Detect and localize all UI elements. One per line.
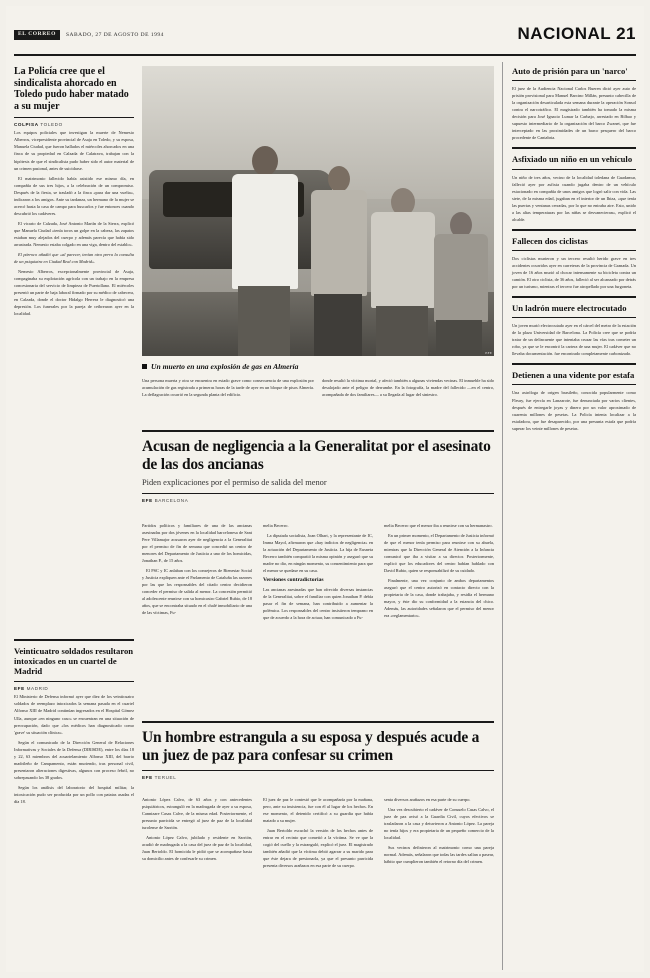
article-toledo-body: Los equipos policiales que investigan la muerte de Nemesio Alberros, vicepresidente provincial de Asaja en Toledo, y su esposa, Manuela Ciudad, que fueron hallados el miércoles ahorcados en una finca de su propiedad en Calzada de Calatrava, trabajan con la hipótesis de que el sindicalista pudo haber sido el autor material de un crimen pasional, antes de suicidarse. El matrimonio fallecido había asistido ese mismo día, en compañía de sus tres hijos, a la celebración de un compromiso. Después de la fiesta, se trasladó a la finca «para dar una vuelta», indicaron a los amigos. Ante su tardanza, un hermano de la mujer se acercó hasta la casa de campo para buscarlos y fue entonces cuando descubrió los cadáveres. El vicario de Calzada, José Antonio Martín de la Sierra, explicó que Manuela Ciudad «tenía toros un golpe en la cabeza, las zapatos estaban muy alejados del cuerpo y además parecía que había sido arrastrada. Nemesio estaba colgado en una viga, dentro del establo». El párroco añadió que «al parecer, tenían otra perra la consulta de un psiquiatra en Ciudad Real con Madrid». Nemesio Alberros, excepcionalmente provincial de Asaja, compaginaba su explotación agrícola con un trabajo en la empresa concesionaria del servicio de limpieza de Puertollano. El miércoles presentó un parte de baja laboral firmado por su médico de cabecera, en Calzada, donde el doctor Hidalgo Herrera le diagnosticó una depresión. Los funerales por la pareja de ceibrearon ayer en la localidad. bbox=[14, 130, 134, 317]
brief-asfixiado bbox=[512, 147, 636, 222]
brief-ciclistas-headline: Fallecen dos ciclistas bbox=[512, 235, 588, 246]
brief-electrocutado bbox=[512, 296, 636, 357]
article-generalitat-headline: Acusan de negligencia a la Generalitat por el asesinato de las dos ancianas bbox=[142, 438, 491, 473]
article-generalitat-header bbox=[142, 430, 494, 505]
photo-person-2 bbox=[308, 150, 370, 356]
article-soldados bbox=[14, 639, 134, 808]
brief-electrocutado-body: Un joven murió electrocutado ayer en el cárcel del metro de la estación de la plaza Universidad de Barcelona. La Policía cree que se podría tratar de un delincuente que intentaba cruzar las vías tras cometer un robo, ya que se le encontró la cartera de una mujer. El cadáver que no llevaba documentación. fue encontrado completamente carbonizado. bbox=[512, 323, 636, 357]
photo-caption-block bbox=[142, 362, 494, 371]
page-sheet bbox=[6, 6, 644, 972]
brief-narco bbox=[512, 66, 636, 141]
issue-date: SABADO, 27 DE AGOSTO DE 1994 bbox=[65, 31, 164, 38]
masthead bbox=[14, 24, 636, 56]
bullet-square-icon bbox=[142, 364, 147, 369]
brief-narco-headline: Auto de prisión para un 'narco' bbox=[512, 66, 628, 76]
article-soldados-body: El Ministerio de Defensa informó ayer que diez de los veinticuatro soldados de reemplazo intoxicados la semana pasada en el cuartel Alfonso XIII de Madrid continúan ingresados en el Hospital Gómez Ulla, aunque «en ninguno caso» se encuentran en una situación de preocupación, dado que «los médicos han diagnosticado como 'grave' su situación clínica». Según el comunicado de la Dirección General de Relaciones Informativas y Sociales de la Defensa (DIRISDE), entre los días 18 y 22, 63 miembros del acuartelamiento Alfonso XIII, del barrio madrileño de Campamento, están muriendo, tras personal civil, presentaron alteraciones digestivas, algunos con proceso febril, no sobrepasando los 38 grados. Según los análisis del laboratorio del hospital militar, la intoxicación pudo ser producida por un pollo con patatas asadas el día 18. bbox=[14, 694, 134, 804]
article-estrangula-col-1: Antonio López Calvo, de 63 años y con antecedentes psiquiátricos, estranguló en la madrugada de ayer a su esposa, Cannizare Casas Calve, de la misma edad. Posteriormente, el presunto parricida se entregó al juez de paz de la localidad turolense de Sarrión. Antonio López Calvo, jubilado y residente en Sarrión, acudió de madrugada a la casa del juez de paz de la localidad, Juan Bertoldo. El homicida le pidió que se acompañase hasta su domicilio antes de confesarle su crimen. bbox=[142, 797, 252, 862]
article-generalitat-col-2: melia Becerro. La diputada socialista, Joan Olhart, y la representante de IC, Imma Mayol, afirmaron que «hay indicios de negligencia» en la actuación del Departamento de Justicia. La hija de Eusneta Becerro también compartió la misma opinión y aseguró que su madre no dio, en ningún momento, su consentimiento para que el menor se quedase en su casa. Versiones contradictorias Las ancianas asesinadas que han ofrecido diversas instancias de la Generalitat, sobre el familiar con quien Jonathan P. debía pasar el fin de semana, han contribuido a aumentar la polémica. Los responsables del centro insistieron temprano en que de acuerdo a la hora de actuar, han comunicado a Fu- bbox=[263, 523, 373, 621]
article-generalitat-col-1: Partidos políticos y familiares de una de las ancianas asesinadas por dos jóvenes en la localidad barcelonesa de Sant Pere Villamajor acusaron ayer de negligencia a la Generalitat por el permiso de fin de semana que concedió un centro de menores del Departamento de Justicia a uno de los homicidas, Jonathan P., de 15 años. El PSC y IC anlaban con los consejeros de Bienestar Social y Justicia expliquen ante el Parlamento de Cataluña las razones por las que los responsables del citado centro decidieron conceder el permiso de salida al menor. La concesión permitió al adolescente reunirse con su homicastro Gabriel Rubio, de 18 años, que se encontraba situado en el chalé inmobiliario de una de las víctimas, Fu- bbox=[142, 523, 252, 616]
photo-almeria bbox=[142, 66, 494, 356]
article-toledo-headline: La Policía cree que el sindicalista ahorcado en Toledo pudo haber matado a su mujer bbox=[14, 66, 129, 112]
article-generalitat-byline: EFE BARCELONA bbox=[142, 498, 189, 504]
photo-person-1 bbox=[228, 146, 302, 356]
article-estrangula-col-3: senta diversos arañazos en esa parte de su cuerpo. Una vez descubierto el cadáver de Consuelo Casas Calvo, el juez de paz avisó a la Guardia Civil, cuyos efectivos se trasladaron a la casa y detuvieron a Antonio López. La pareja no tenía hijos y era propietaria de un pequeño comercio de la localidad. Sus vecinos definieron al matrimonio como una pareja normal. Además, señalaron que todas las tardes salían a pasear, hábito que cumplieron también el retorno día del crimen. bbox=[384, 797, 494, 865]
article-toledo bbox=[14, 66, 134, 320]
article-almeria-col-1: Una persona muerta y otra se encuentra en estado grave como consecuencia de una explosión por acumulación de gas registrada a primeras horas de la tarde de ayer en un bloque de pisos Almería. La deflagración ocurrió en la segunda planta del edificio. bbox=[142, 378, 314, 398]
photo-caption: Un muerto en una explosión de gas en Almería bbox=[142, 362, 494, 371]
brief-vidente-body: Una astróloga de origen brasileño, conocida popularmente como Fleury, fue ejercía en Lanzarote, fue denunciada por varios clientes, después de entregarle joyas y dinero por un valor aproximado de cuarenta millones de pesetas. La Policía intenta localizar a la estafadora, que fue desaparecido, por una presunta estafa que podría superar los veinte millones de pesetas. bbox=[512, 390, 636, 431]
masthead-left bbox=[14, 30, 164, 40]
column-divider-right bbox=[502, 62, 503, 970]
brief-vidente bbox=[512, 363, 636, 431]
brief-electrocutado-headline: Un ladrón muere electrocutado bbox=[512, 303, 627, 314]
article-estrangula-col-2: El juez de paz le contestó que le acompañaría por la mañana, pero, ante su insistencia, fue con él al lugar de los hechos. En ese momento, el detenido certificó a su guardia que había matado a su mujer. Juan Bertoldo escuchó la versión de los hechos antes de entrar en el recinto que cometió a la víctima. Se ve que la cogió del cuello y la estranguló, explicó el juez. El magistrado también añadió que la víctima debió agarrar a su marido para que éste dejara de presionarla, ya que el presunto parricida presenta diversos arañazos en esa parte de su cuerpo. bbox=[263, 797, 373, 869]
brief-asfixiado-headline: Asfixiado un niño en un vehículo bbox=[512, 154, 633, 165]
article-generalitat-subsection: Versiones contradictorias bbox=[263, 577, 324, 584]
article-generalitat-col-3: melia Becerro que el menor iba a reunirse con su hermanastro. En un primer momento, el Departamento de Justicia informó de que el menor tenía permiso para reunirse con su abuela, mientras que la Dirección General de Atención a la Infancia comunicó que iba a visitar a su director. Posteriormente, explicó que los educadores del centro habían hablado con David Rubio, quien se responsabilizó de su cuidado. Finalmente, una vez conjunto de ambos departamentos aseguró que el centro autorizó en contacto directo con la propietaria de la casa, donde trabajaba, y residía el hermano mayor, y éste dio su conformidad a la estancia del chico. Además, las autoridades señalaron que el permiso del menor era «reglamentario». bbox=[384, 523, 494, 619]
article-estrangula-header bbox=[142, 721, 494, 782]
brief-asfixiado-body: Un niño de tres años, vecino de la localidad toledana de Guadamur, falleció ayer por asfixia cuando jugaba dentro de un vehículo estacionado en compañía de unos amigos que logró salir con vida. Las siete, de la misma edad, jugaban en el interior de un Ibiza, «que tenía las puertas y ventanas cerradas, por lo que no entraba aire. Esto, unido a las altas temperaturas por las niñas se desvanecieran», explicó el alcalde. bbox=[512, 174, 636, 222]
sidebar-briefs bbox=[512, 66, 636, 435]
photo-person-4 bbox=[432, 170, 490, 356]
newspaper-logo: EL CORREO bbox=[14, 30, 60, 40]
article-soldados-headline: Veinticuatro soldados resultaron intoxicados en un cuartel de Madrid bbox=[14, 646, 134, 677]
brief-ciclistas bbox=[512, 229, 636, 290]
section-title: NACIONAL 21 bbox=[517, 24, 636, 43]
brief-ciclistas-body: Dos ciclistas murieron y un tercero resultó herido grave en tres accidentes ocurridos ayer en carreteras de la provincia de Granada. Un joven de 16 años murió al chocar intensamente su bicicleta contra un camión. El otro ciclista, de 36 años, falleció al ser alcanzado por detrás por un turismo, mientras el tercero fue atropellado por una furgoneta. bbox=[512, 255, 636, 290]
brief-narco-body: El juez de la Audiencia Nacional Carlos Bueren dictó ayer auto de prisión provisional para Manuel Barcino Millán, presunto cabecilla de la organización desarticulada esta semana durante la operación Sonsol contra el narcotráfico. El magistrado también ha tomado la misma decisión para José Ignacio Lumar la Carbajo, arrestado en Bilbao y supuesto intermediario de la organización del barco Zwanet, que fue interceptado en las proximidades de un barco pesquero del barco procedente de Cantabria. bbox=[512, 86, 636, 141]
photo-credit: EFE bbox=[485, 351, 492, 355]
article-almeria-col-2: donde resultó la víctima mortal, y afectó también a algunas viviendas vecinas. El inmueble ha sido desalojado ante el peligro de derrumbe. En la fotografía, la madre del fallecido —en el centro, acompañada de dos familiares— a su llegada al lugar del siniestro. bbox=[322, 378, 494, 398]
article-estrangula-headline: Un hombre estrangula a su esposa y después acude a un juez de paz para confesar su crimen bbox=[142, 729, 480, 764]
article-soldados-byline: EFE MADRID bbox=[14, 686, 49, 692]
photo-person-3 bbox=[368, 156, 438, 356]
article-generalitat-subhead: Piden explicaciones por el permiso de salida del menor bbox=[142, 478, 327, 488]
article-toledo-byline: COLPISA TOLEDO bbox=[14, 122, 63, 128]
brief-vidente-headline: Detienen a una vidente por estafa bbox=[512, 370, 635, 381]
article-estrangula-byline: EFE TERUEL bbox=[142, 775, 177, 781]
